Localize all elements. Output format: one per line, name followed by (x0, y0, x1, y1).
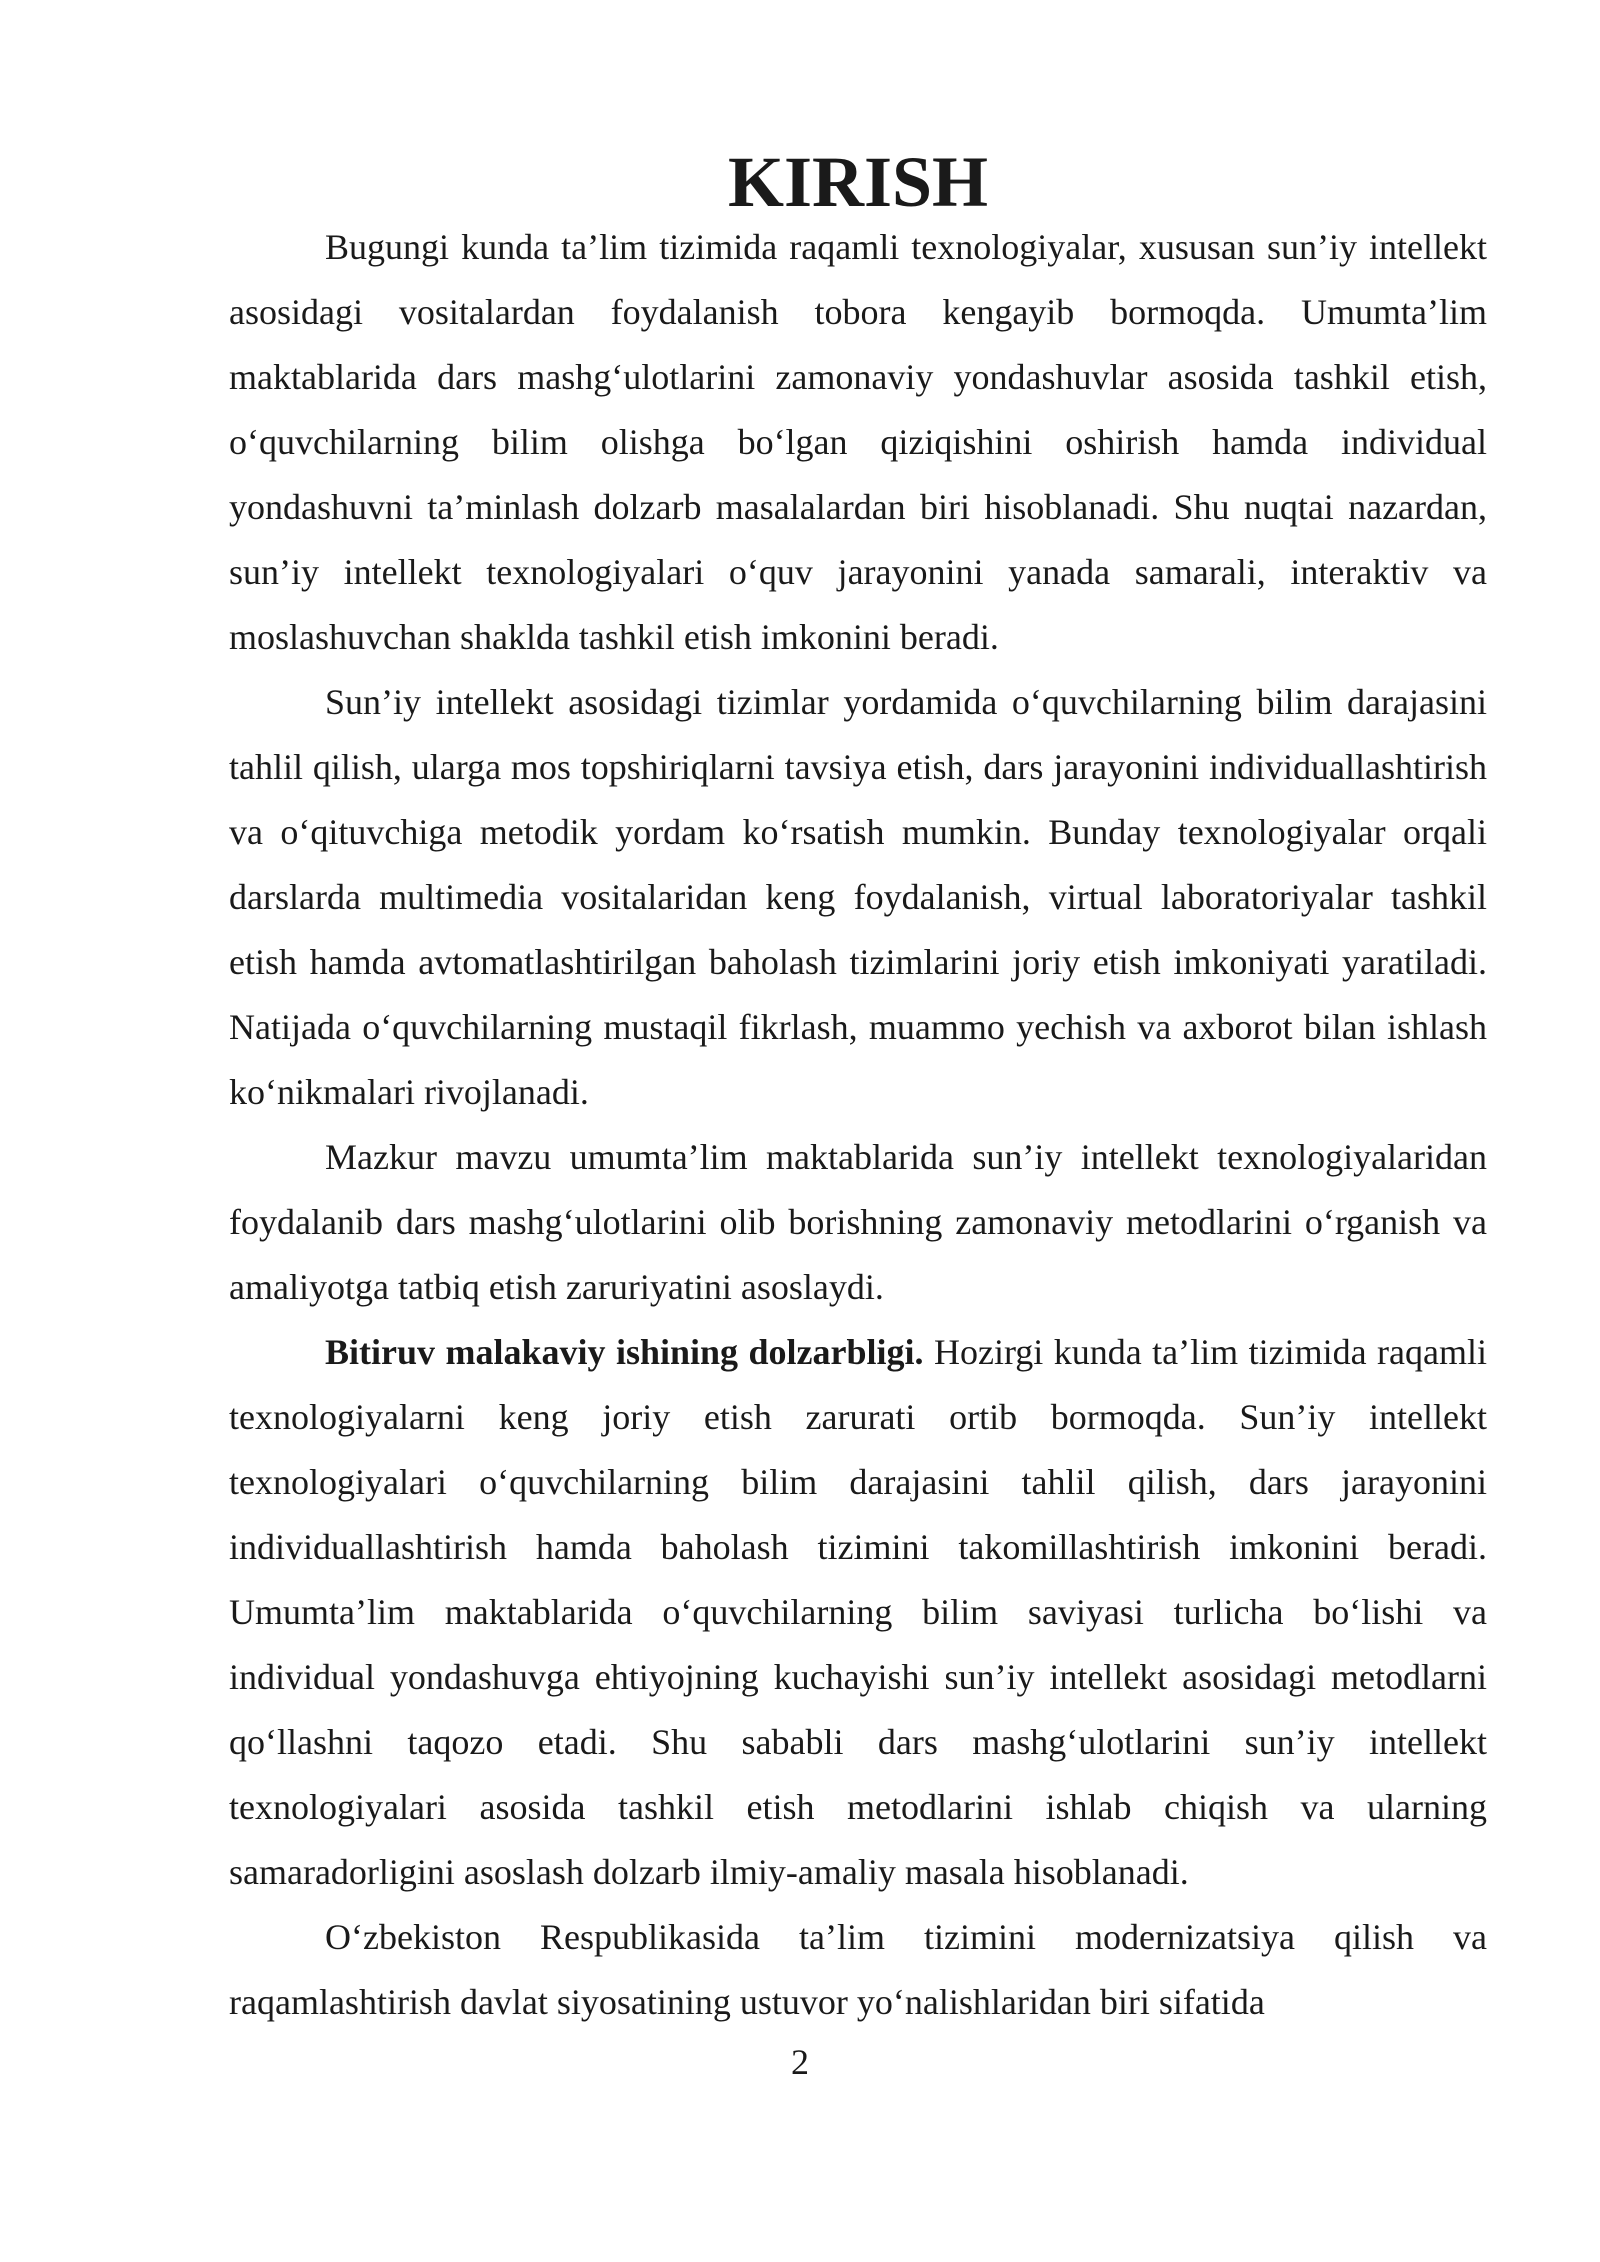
page-number: 2 (791, 2042, 809, 2082)
paragraph-4 (229, 1320, 1487, 1905)
paragraph-3 (229, 1125, 1487, 1320)
section-heading: KIRISH (727, 142, 989, 222)
paragraph-3-text: Mazkur mavzu umumta’lim maktablarida sun’iy intellekt texnologiyalaridan foydalanib dars mashg‘ulotlarini olib borishning zamonaviy metodlarini o‘rganish va amaliyotga tatbiq etish zaruriyatini asoslaydi. (229, 1137, 1487, 1307)
paragraph-4-bold-lead: Bitiruv malakaviy ishining dolzarbligi. (325, 1332, 924, 1372)
page-body (229, 142, 1487, 2035)
paragraph-2 (229, 670, 1487, 1125)
paragraph-1 (229, 215, 1487, 670)
paragraph-1-text: Bugungi kunda ta’lim tizimida raqamli texnologiyalar, xususan sun’iy intellekt asosidagi vositalardan foydalanish tobora kengayib bormoqda. Umumta’lim maktablarida dars mashg‘ulotlarini zamonaviy yondashuvlar asosida tashkil etish, o‘quvchilarning bilim olishga bo‘lgan qiziqishini oshirish hamda individual yondashuvni ta’minlash dolzarb masalalardan biri hisoblanadi. Shu nuqtai nazardan, sun’iy intellekt texnologiyalari o‘quv jarayonini yanada samarali, interaktiv va moslashuvchan shaklda tashkil etish imkonini beradi. (229, 227, 1487, 657)
paragraph-4-text: Hozirgi kunda ta’lim tizimida raqamli texnologiyalarni keng joriy etish zarurati ortib bormoqda. Sun’iy intellekt texnologiyalari o‘quvchilarning bilim darajasini tahlil qilish, dars jarayonini individuallashtirish hamda baholash tizimini takomillashtirish imkonini beradi. Umumta’lim maktablarida o‘quvchilarning bilim saviyasi turlicha bo‘lishi va individual yondashuvga ehtiyojning kuchayishi sun’iy intellekt asosidagi metodlarni qo‘llashni taqozo etadi. Shu sababli dars mashg‘ulotlarini sun’iy intellekt texnologiyalari asosida tashkil etish metodlarini ishlab chiqish va ularning samaradorligini asoslash dolzarb ilmiy-amaliy masala hisoblanadi. (229, 1332, 1487, 1892)
paragraph-5 (229, 1905, 1487, 2035)
paragraph-5-text: O‘zbekiston Respublikasida ta’lim tizimini modernizatsiya qilish va raqamlashtirish davlat siyosatining ustuvor yo‘nalishlaridan biri sifatida (229, 1917, 1487, 2022)
paragraph-2-text: Sun’iy intellekt asosidagi tizimlar yordamida o‘quvchilarning bilim darajasini tahlil qilish, ularga mos topshiriqlarni tavsiya etish, dars jarayonini individuallashtirish va o‘qituvchiga metodik yordam ko‘rsatish mumkin. Bunday texnologiyalar orqali darslarda multimedia vositalaridan keng foydalanish, virtual laboratoriyalar tashkil etish hamda avtomatlashtirilgan baholash tizimlarini joriy etish imkoniyati yaratiladi. Natijada o‘quvchilarning mustaqil fikrlash, muammo yechish va axborot bilan ishlash ko‘nikmalari rivojlanadi. (229, 682, 1487, 1112)
